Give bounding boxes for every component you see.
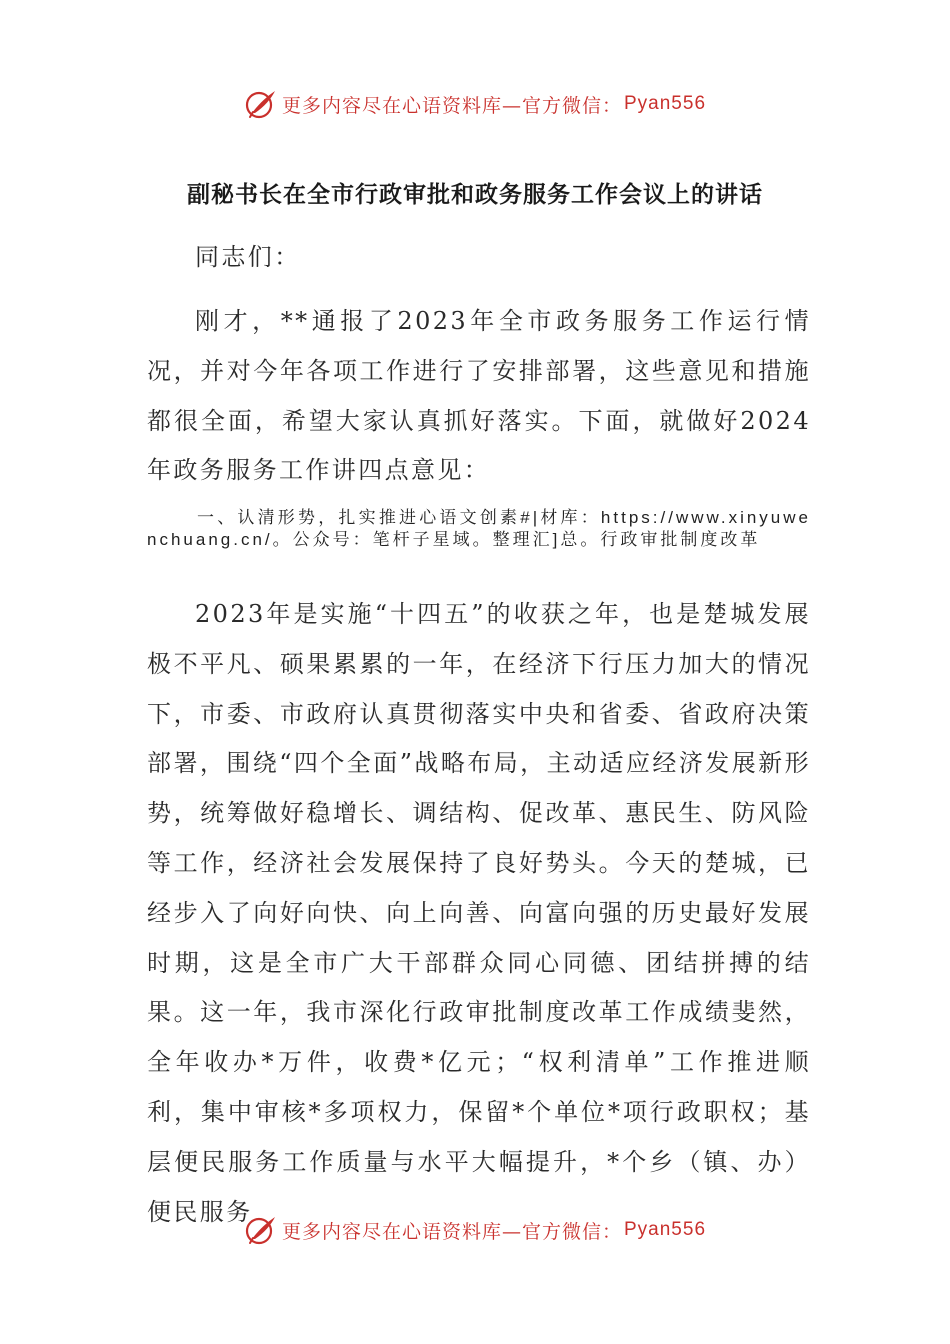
quill-pen-logo-icon [244, 87, 278, 121]
banner-text: 更多内容尽在心语资料库—官方微信： [281, 94, 622, 117]
greeting: 同志们： [195, 243, 301, 271]
section-heading: 一、认清形势，扎实推进心语文创素#|材库：https://www.xinyuwenchuang.cn/。公众号：笔杆子星域。整理汇]总。行政审批制度改革 [147, 508, 811, 549]
quill-pen-logo-icon [244, 1213, 278, 1247]
footer-banner [0, 1210, 950, 1250]
paragraph-1: 刚才，**通报了2023年全市政务服务工作运行情况，并对今年各项工作进行了安排部署，这些意见和措施都很全面，希望大家认真抓好落实。下面，就做好2024年政务服务工作讲四点意见： [147, 307, 811, 485]
header-banner [0, 84, 950, 124]
banner-wechat-id: Pyan556 [624, 93, 707, 114]
banner-text: 更多内容尽在心语资料库—官方微信： [281, 1220, 622, 1243]
paragraph-2: 2023年是实施“十四五”的收获之年，也是楚城发展极不平凡、硕果累累的一年，在经济下行压力加大的情况下，市委、市政府认真贯彻落实中央和省委、省政府决策部署，围绕“四个全面”战略布局，主动适应经济发展新形势，统筹做好稳增长、调结构、促改革、惠民生、防风险等工作，经济社会发展保持了良好势头。今天的楚城，已经步入了向好向快、向上向善、向富向强的历史最好发展时期，这是全市广大干部群众同心同德、团结拼搏的结果。这一年，我市深化行政审批制度改革工作成绩斐然，全年收办*万件，收费*亿元；“权利清单”工作推进顺利，集中审核*多项权力，保留*个单位*项行政职权；基层便民服务工作质量与水平大幅提升，*个乡（镇、办）便民服务 [147, 600, 811, 1226]
banner-wechat-id: Pyan556 [624, 1219, 707, 1240]
document-title: 副秘书长在全市行政审批和政务服务工作会议上的讲话 [187, 181, 763, 208]
